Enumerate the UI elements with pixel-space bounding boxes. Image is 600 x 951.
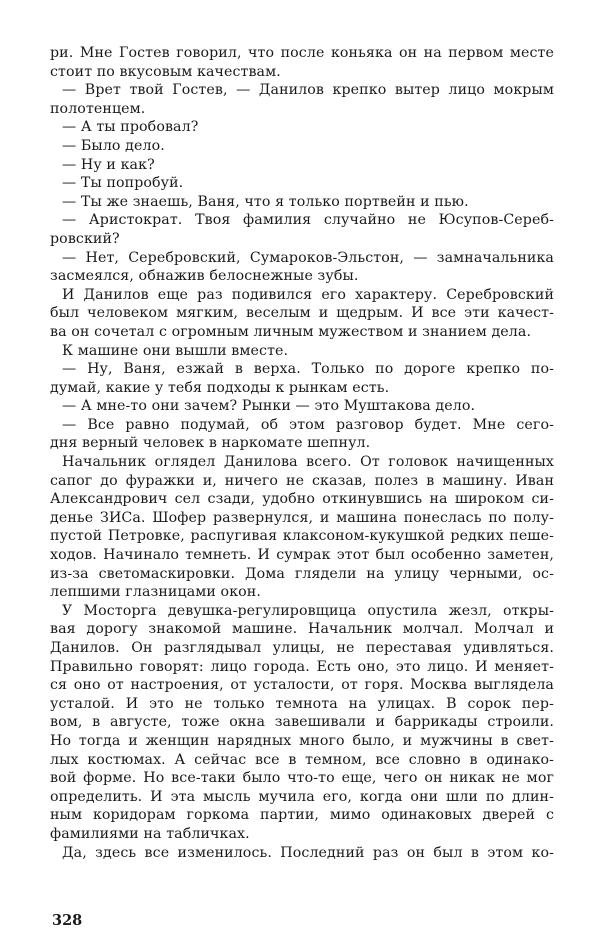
text-line: — Ну, Ваня, езжай в верха. Только по дороге крепко по- — [62, 361, 554, 378]
text-line: Да, здесь все изменилось. Последний раз он был в этом ко- — [62, 844, 554, 861]
text-line: — Было дело. — [62, 137, 165, 154]
text-line: полотенцем. — [50, 100, 146, 117]
text-line: ри. Мне Гостев говорил, что после коньяка он на первом месте — [50, 45, 554, 61]
text-line: К машине они вышли вместе. — [62, 342, 289, 359]
text-line: засмеялся, обнажив белоснежные зубы. — [50, 268, 359, 285]
text-line: лых костюмах. А сейчас все в темном, все словно в одинако- — [50, 751, 554, 768]
text-line: из-за светомаскировки. Дома глядели на улицу черными, ос- — [50, 565, 554, 582]
text-line: вая дорогу знакомой машине. Начальник молчал. Молчал и — [50, 621, 554, 638]
text-line: усталой. И это не только темнота на улицах. В сорок пер- — [50, 695, 554, 712]
text-line: У Мосторга девушка-регулировщица опустила жезл, откры- — [62, 602, 554, 619]
text-line: — Все равно подумай, об этом разговор будет. Мне сего- — [62, 416, 554, 433]
text-line: Правильно говорят: лицо города. Есть оно, это лицо. И меняет- — [50, 658, 554, 675]
text-line: ровский? — [50, 230, 120, 247]
text-line: — Ну и как? — [62, 156, 155, 173]
text-line: дня верный человек в наркомате шепнул. — [50, 435, 371, 452]
text-line: И Данилов еще раз подивился его характеру. Серебровский — [62, 286, 554, 303]
page-number: 328 — [52, 912, 83, 929]
text-line: — Нет, Серебровский, Сумароков-Эльстон, — замначальника — [62, 249, 554, 266]
text-line: лепшими глазницами окон. — [50, 584, 261, 601]
text-line: Данилов. Он разглядывал улицы, не переставая удивляться. — [50, 640, 554, 656]
text-line: — А ты пробовал? — [62, 119, 199, 136]
text-line: ным коридорам горкома партии, мимо одинаковых дверей с — [50, 807, 554, 824]
text-line: — Аристократ. Твоя фамилия случайно не Юсупов-Сереб- — [62, 212, 554, 229]
text-line: — А мне-то они зачем? Рынки — это Муштакова дело. — [62, 398, 476, 415]
text-line: определить. И эта мысль мучила его, когда они шли по длин- — [50, 788, 554, 805]
text-line: Но тогда и женщин нарядных много было, и мужчины в свет- — [50, 732, 554, 749]
text-line: Александрович сел сзади, удобно откинувшись на широком си- — [50, 491, 554, 508]
text-line: ходов. Начинало темнеть. И сумрак этот был особенно заметен, — [50, 547, 554, 564]
text-line: ва он сочетал с огромным личным мужеством и знанием дела. — [50, 323, 532, 340]
text-line: ся оно от настроения, от усталости, от горя. Москва выглядела — [50, 677, 554, 694]
text-line: фамилиями на табличках. — [50, 825, 250, 842]
text-line: вом, в августе, тоже окна завешивали и баррикады строили. — [50, 714, 554, 731]
text-line: — Ты же знаешь, Ваня, что я только портвейн и пью. — [62, 193, 469, 210]
book-page-text — [50, 44, 554, 862]
text-line: сапог до фуражки и, ничего не сказав, полез в машину. Иван — [50, 472, 554, 489]
text-line: — Врет твой Гостев, — Данилов крепко вытер лицо мокрым — [62, 82, 554, 99]
text-line: был человеком мягким, веселым и щедрым. И все эти качест- — [50, 305, 554, 322]
text-line: вой форме. Но все-таки было что-то еще, чего он никак не мог — [50, 770, 554, 787]
text-line: стоит по вкусовым качествам. — [50, 63, 281, 80]
text-line: денье ЗИСа. Шофер развернулся, и машина понеслась по полу- — [50, 509, 554, 526]
text-line: — Ты попробуй. — [62, 175, 184, 192]
text-line: думай, какие у тебя подходы к рынкам есть. — [50, 379, 390, 396]
text-line: Начальник оглядел Данилова всего. От головок начищенных — [62, 454, 554, 471]
text-line: пустой Петровке, распугивая клаксоном-кукушкой редких пеше- — [50, 528, 554, 545]
